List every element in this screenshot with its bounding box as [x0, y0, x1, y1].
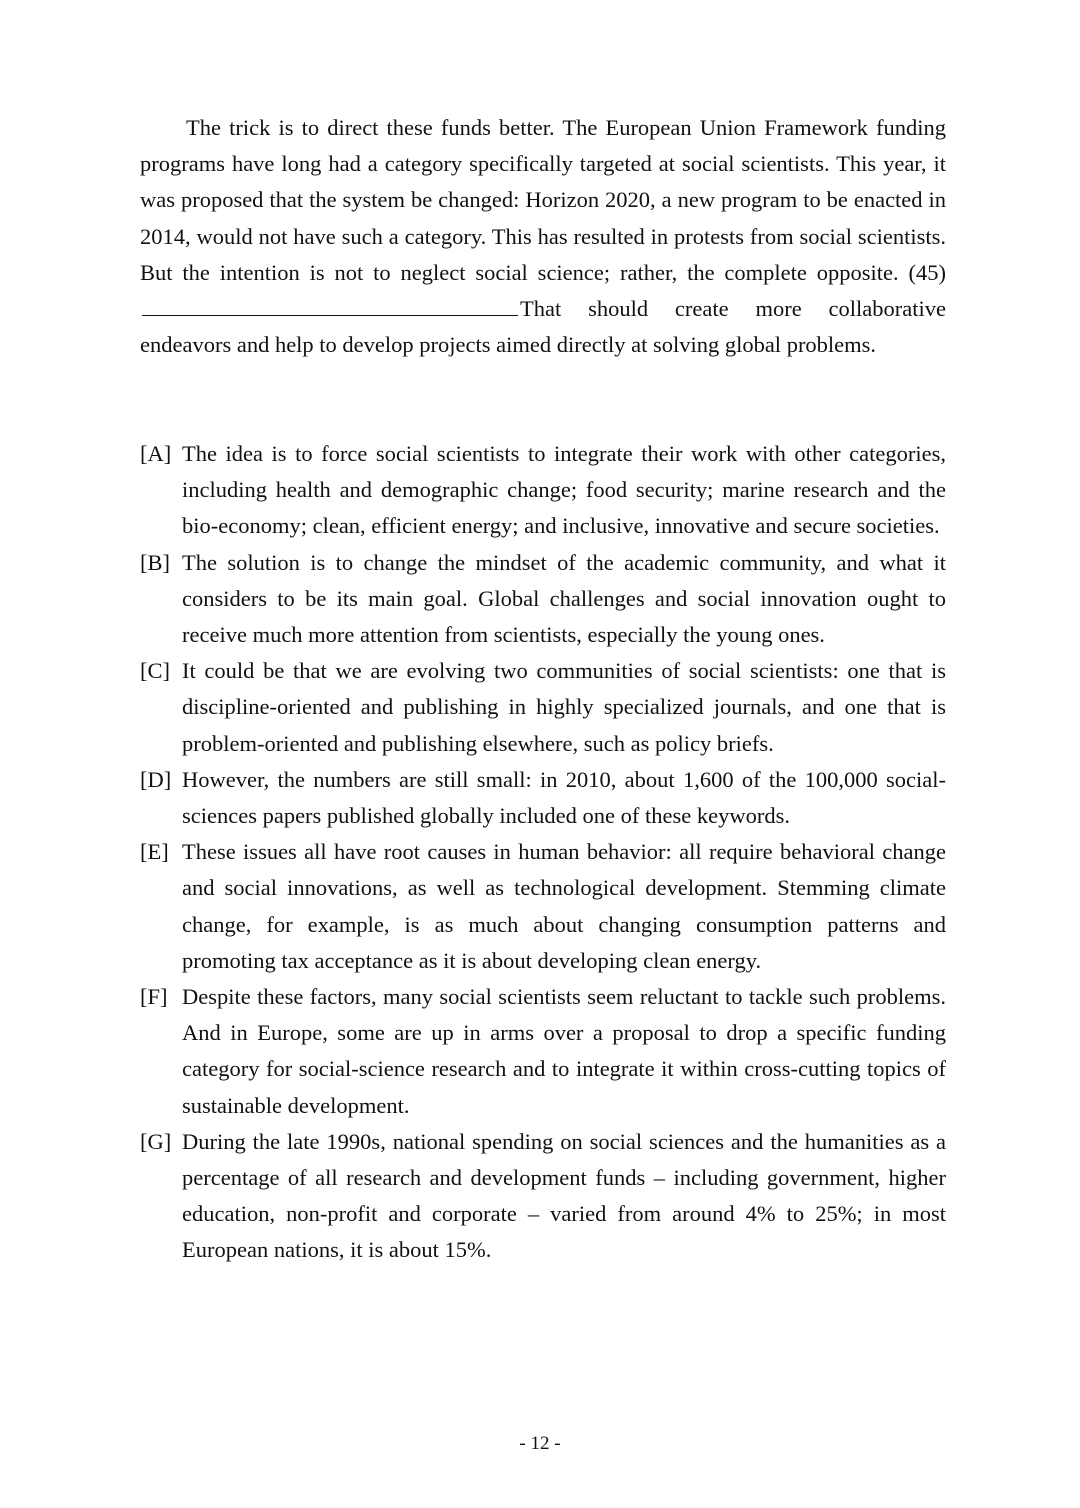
option-text: It could be that we are evolving two communities of social scientists: one that is discipline-oriented and publishing in highly specialized journals, and one that is problem-oriented and publishing elsewhere, such as policy briefs.: [182, 658, 946, 756]
option-e: [140, 834, 946, 979]
option-letter: [D]: [140, 766, 172, 792]
answer-blank-45: [142, 297, 518, 316]
passage-text-after-blank: That should create more collaborative endeavors and help to develop projects aimed directly at solving global problems.: [140, 296, 946, 358]
option-letter: [F]: [140, 984, 168, 1010]
option-letter: [A]: [140, 441, 172, 466]
option-text: During the late 1990s, national spending on social sciences and the humanities as a percentage of all research and development funds – including government, higher education, non-profit and corporate – varied from around 4% to 25%; in most European nations, it is about 15%.: [182, 1128, 946, 1263]
option-f: [140, 979, 946, 1124]
option-text: The idea is to force social scientists to integrate their work with other categories, including health and demographic change; food security; marine research and the bio-economy; clean, efficient energy; and inclusive, innovative and secure societies.: [182, 441, 946, 539]
option-c: [140, 653, 946, 762]
option-text: These issues all have root causes in human behavior: all require behavioral change and social innovations, as well as technological development. Stemming climate change, for example, is as much about changing consumption patterns and promoting tax acceptance as it is about developing clean energy.: [182, 839, 946, 973]
option-b: [140, 545, 946, 654]
option-a: [140, 436, 946, 545]
option-text: The solution is to change the mindset of the academic community, and what it considers to be its main goal. Global challenges and social innovation ought to receive much more attention from scientists, especially the young ones.: [182, 549, 946, 648]
option-d: [140, 762, 946, 834]
option-letter: [E]: [140, 839, 169, 865]
page-number: - 12 -: [519, 1433, 561, 1454]
answer-options-list: [140, 436, 946, 1269]
option-text: Despite these factors, many social scientists seem reluctant to tackle such problems. And in Europe, some are up in arms over a proposal to drop a specific funding category for social-science research and to integrate it within cross-cutting topics of sustainable development.: [182, 984, 946, 1118]
passage-paragraph: [140, 110, 946, 363]
option-letter: [C]: [140, 658, 170, 684]
option-letter: [G]: [140, 1128, 172, 1154]
option-text: However, the numbers are still small: in 2010, about 1,600 of the 100,000 social-sciences papers published globally included one of these keywords.: [182, 766, 946, 829]
option-letter: [B]: [140, 549, 170, 575]
passage-text-before-blank: The trick is to direct these funds better. The European Union Framework funding programs have long had a category specifically targeted at social scientists. This year, it was proposed that the system be changed: Horizon 2020, a new program to be enacted in 2014, would not have such a category. This has resulted in protests from social scientists. But the intention is not to neglect social science; rather, the complete opposite. (45): [140, 115, 946, 285]
option-g: [140, 1124, 946, 1269]
